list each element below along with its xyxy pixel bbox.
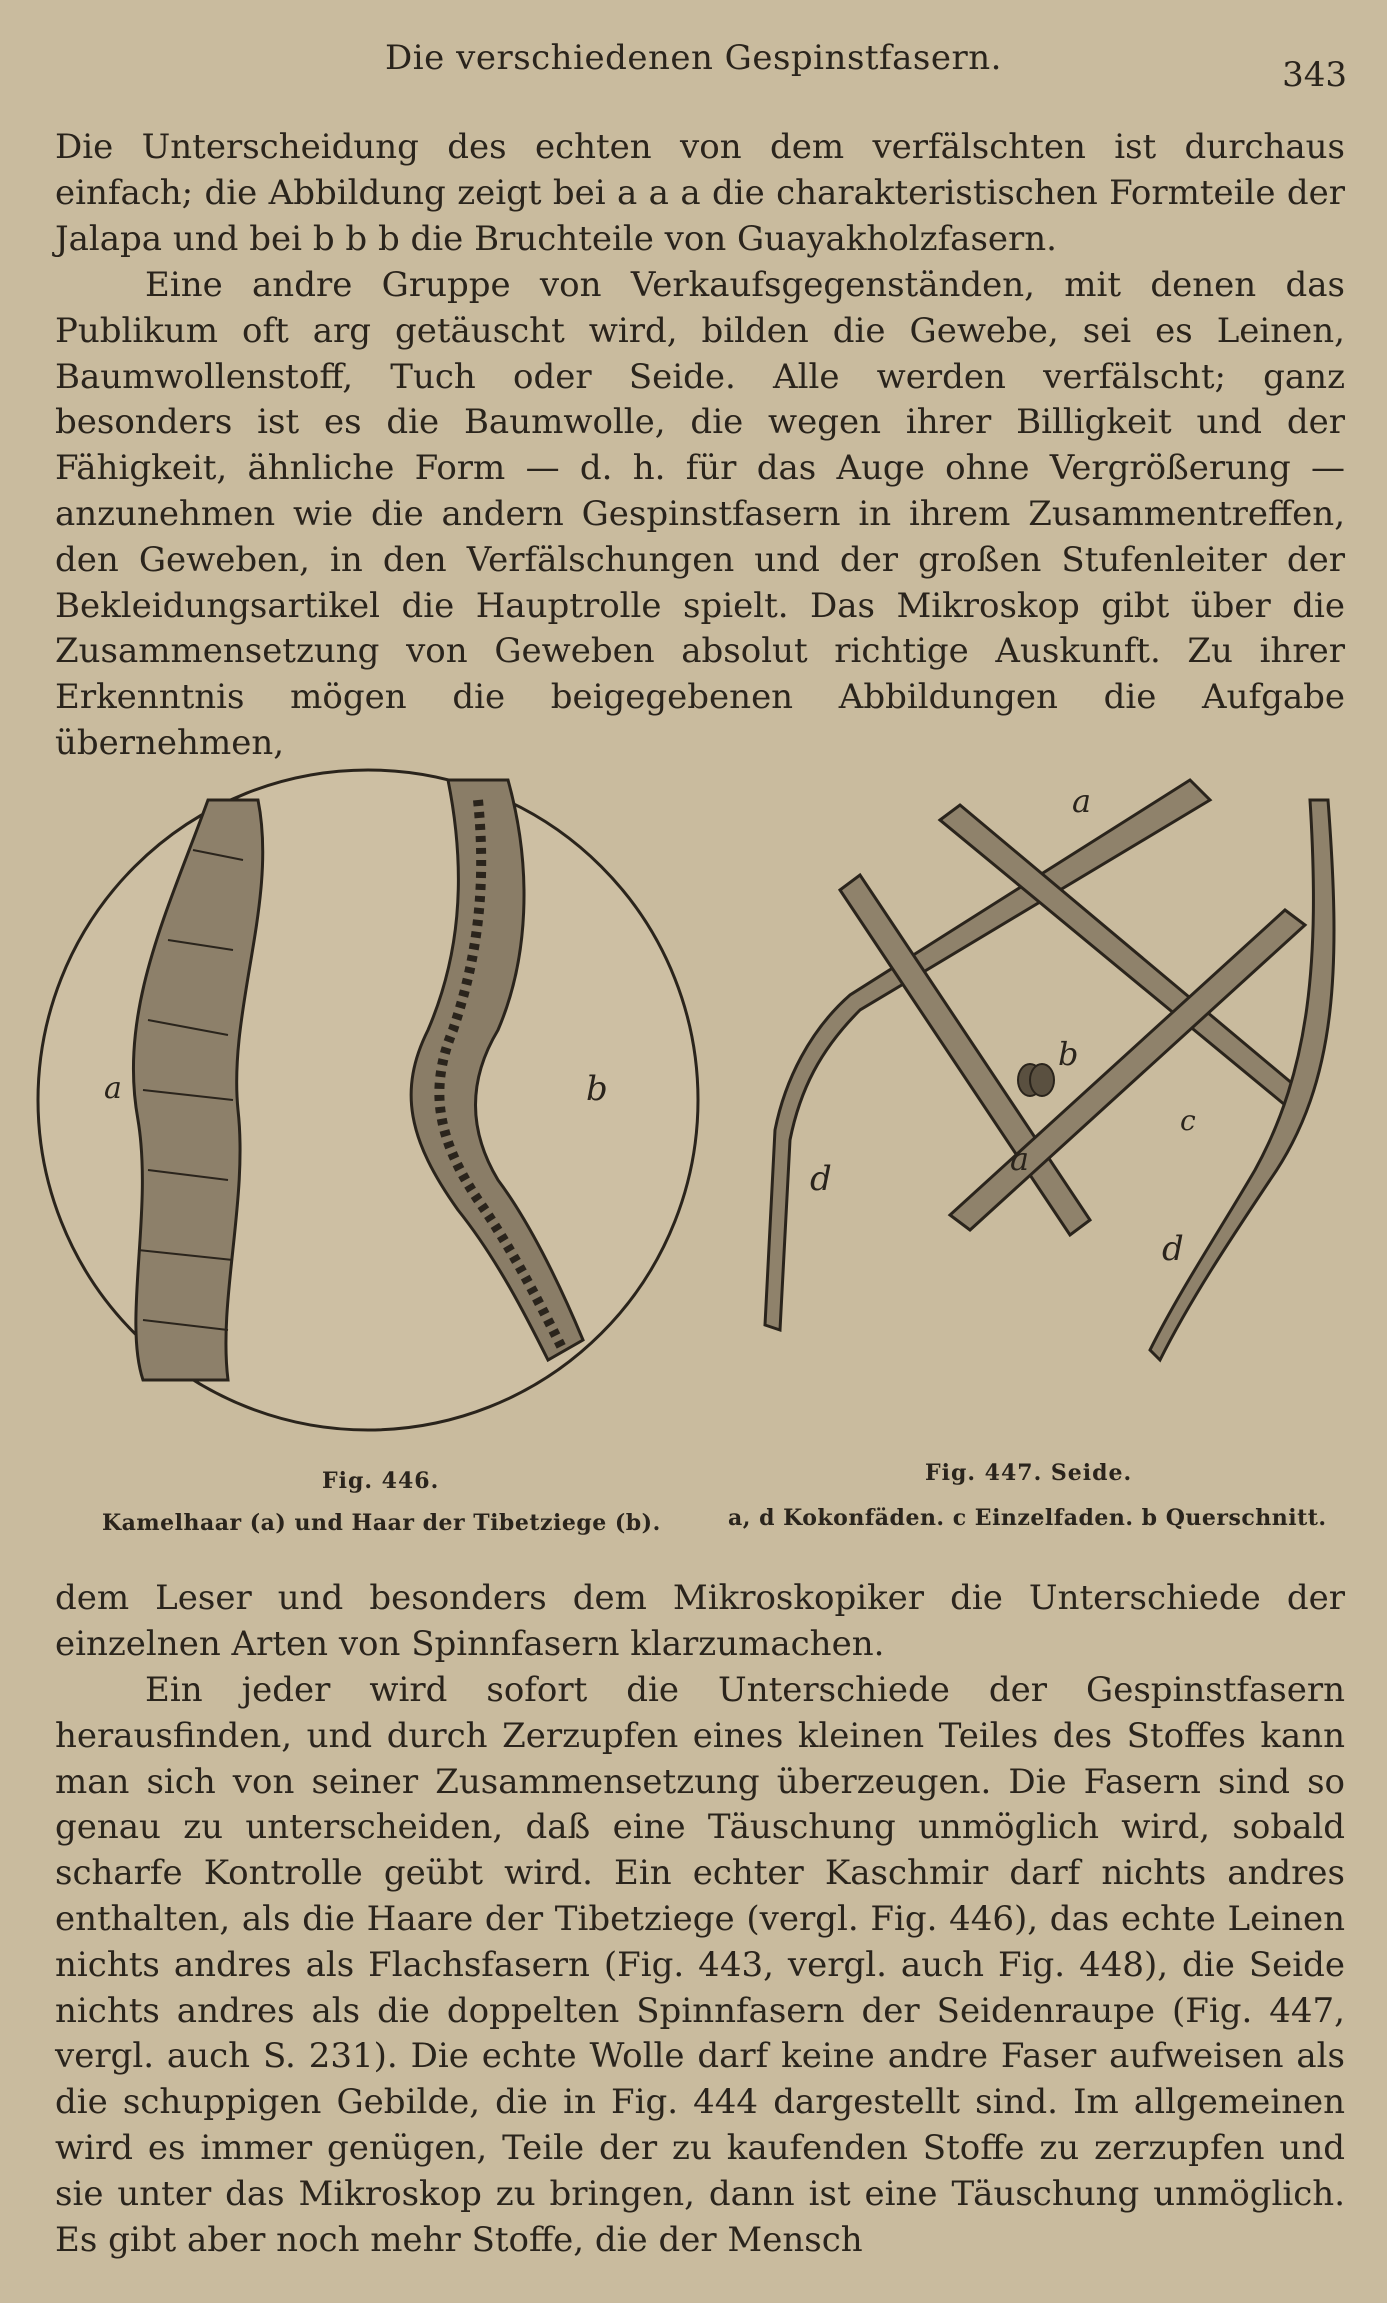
figure-447-label-b: b: [1058, 1035, 1079, 1073]
figure-447-illustration: [710, 760, 1370, 1460]
figure-446-caption: Kamelhaar (a) und Haar der Tibetziege (b).: [102, 1510, 661, 1536]
paragraph-3: dem Leser und besonders dem Mikroskopiker die Unterschiede der einzelnen Arten von Spinnfasern klarzumachen.: [55, 1578, 1345, 1664]
silk-cross-section-b: [1030, 1064, 1054, 1096]
figure-446-number: Fig. 446.: [322, 1468, 440, 1494]
figure-447-label-d-left: d: [810, 1159, 832, 1199]
figure-447-label-a-top: a: [1072, 782, 1092, 820]
figure-447-label-d-right: d: [1162, 1229, 1184, 1269]
paragraph-4: Ein jeder wird sofort die Unterschiede der Gespinstfasern herausfinden, und durch Zerzupfen eines kleinen Teiles des Stoffes kann man sich von seiner Zusammensetzung überzeugen. Die Fasern sind so genau zu unterscheiden, daß eine Täuschung unmöglich wird, sobald scharfe Kontrolle geübt wird. Ein echter Kaschmir darf nichts andres enthalten, als die Haare der Tibetziege (vergl. Fig. 446), das echte Leinen nichts andres als Flachsfasern (Fig. 443, vergl. auch Fig. 448), die Seide nichts andres als die doppelten Spinnfasern der Seidenraupe (Fig. 447, vergl. auch S. 231). Die echte Wolle darf keine andre Faser aufweisen als die schuppigen Gebilde, die in Fig. 444 dargestellt sind. Im allgemeinen wird es immer genügen, Teile der zu kaufenden Stoffe zu zerzupfen und sie unter das Mikroskop zu bringen, dann ist eine Täuschung unmöglich. Es gibt aber noch mehr Stoffe, die der Mensch: [55, 1670, 1345, 2260]
page-number: 343: [1282, 55, 1347, 95]
paragraph-1: Die Unterscheidung des echten von dem verfälschten ist durchaus einfach; die Abbildung zeigt bei a a a die charakteristischen Formteile der Jalapa und bei b b b die Bruchteile von Guayakholzfasern.: [55, 127, 1345, 259]
figure-447-caption: a, d Kokonfäden. c Einzelfaden. b Querschnitt.: [728, 1505, 1327, 1531]
figure-446-label-a: a: [104, 1071, 122, 1106]
silk-strand-d-right: [1150, 800, 1334, 1360]
paragraph-2: Eine andre Gruppe von Verkaufsgegenständen, mit denen das Publikum oft arg getäuscht wird, bilden die Gewebe, sei es Leinen, Baumwollenstoff, Tuch oder Seide. Alle werden verfälscht; ganz besonders ist es die Baumwolle, die wegen ihrer Billigkeit und der Fähigkeit, ähnliche Form — d. h. für das Auge ohne Vergrößerung — anzunehmen wie die andern Gespinstfasern in ihrem Zusammentreffen, den Geweben, in den Verfälschungen und der großen Stufenleiter der Bekleidungsartikel die Hauptrolle spielt. Das Mikroskop gibt über die Zusammensetzung von Geweben absolut richtige Auskunft. Zu ihrer Erkenntnis mögen die beigegebenen Abbildungen die Aufgabe übernehmen,: [55, 265, 1345, 763]
figure-447-number: Fig. 447. Seide.: [925, 1460, 1133, 1486]
figure-446-label-b: b: [586, 1069, 608, 1109]
figure-447-label-a-mid: a: [1010, 1140, 1030, 1178]
figure-447-label-c: c: [1180, 1104, 1196, 1137]
running-title: Die verschiedenen Gespinstfasern.: [385, 38, 1002, 78]
figure-446-illustration: [28, 760, 708, 1440]
